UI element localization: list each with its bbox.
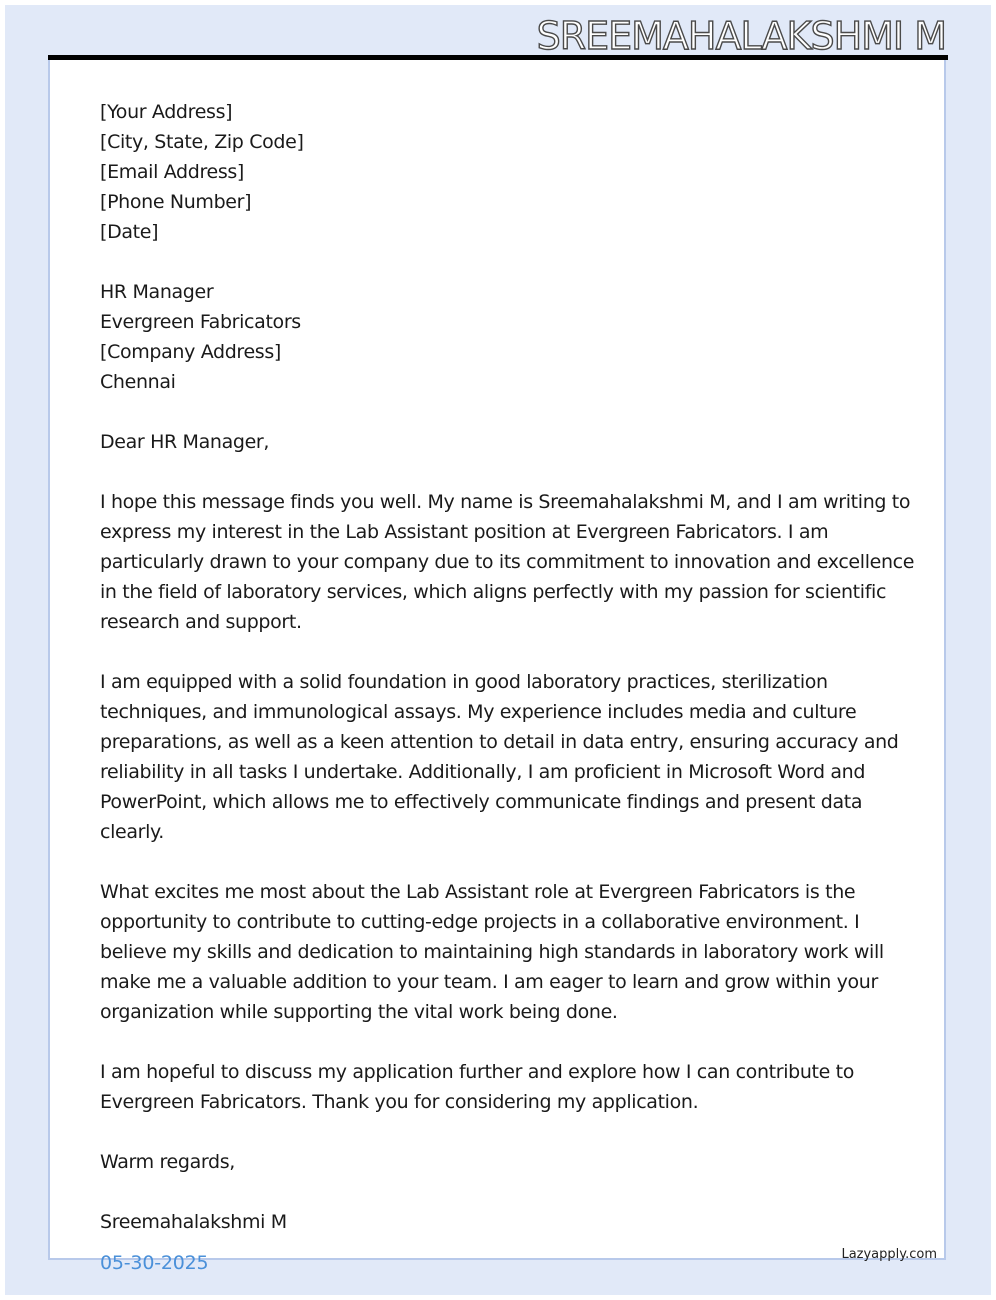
body-paragraph-3 [100,877,900,1027]
salutation-text: Dear HR Manager, [100,431,270,453]
paragraph-line: express my interest in the Lab Assistant position at Evergreen Fabricators. I am [100,521,829,543]
recipient-city: Chennai [100,371,176,393]
paragraph-line: I hope this message finds you well. My name is Sreemahalakshmi M, and I am writing to [100,491,911,513]
paragraph-line: in the field of laboratory services, which aligns perfectly with my passion for scientific [100,581,887,603]
sender-email: [Email Address] [100,161,244,183]
paragraph-line: What excites me most about the Lab Assistant role at Evergreen Fabricators is the [100,881,856,903]
footer-date: 05-30-2025 [100,1252,209,1274]
paragraph-line: believe my skills and dedication to maintaining high standards in laboratory work will [100,941,884,963]
paragraph-line: I am hopeful to discuss my application further and explore how I can contribute to [100,1061,855,1083]
recipient-title: HR Manager [100,281,214,303]
paragraph-line: opportunity to contribute to cutting-edge projects in a collaborative environment. I [100,911,860,933]
sender-block [100,97,900,247]
body-paragraph-1 [100,487,915,637]
sender-phone: [Phone Number] [100,191,252,213]
paragraph-line: techniques, and immunological assays. My experience includes media and culture [100,701,857,723]
paragraph-line: make me a valuable addition to your team. I am eager to learn and grow within your [100,971,878,993]
paragraph-line: PowerPoint, which allows me to effectively communicate findings and present data [100,791,863,813]
sender-city-state-zip: [City, State, Zip Code] [100,131,304,153]
paragraph-line: preparations, as well as a keen attention to detail in data entry, ensuring accuracy and [100,731,899,753]
sender-date: [Date] [100,221,159,243]
signature [100,1207,900,1237]
brand-watermark: Lazyapply.com [841,1247,937,1262]
recipient-block [100,277,900,397]
recipient-address: [Company Address] [100,341,281,363]
paragraph-line: Evergreen Fabricators. Thank you for considering my application. [100,1091,699,1113]
paragraph-line: particularly drawn to your company due to its commitment to innovation and excellence [100,551,915,573]
paragraph-line: organization while supporting the vital work being done. [100,1001,618,1023]
paragraph-line: I am equipped with a solid foundation in good laboratory practices, sterilization [100,671,828,693]
paragraph-line: reliability in all tasks I undertake. Additionally, I am proficient in Microsoft Word and [100,761,866,783]
salutation [100,427,900,457]
sender-address: [Your Address] [100,101,233,123]
body-paragraph-4 [100,1057,900,1117]
applicant-name-heading: SREEMAHALAKSHMI M [536,14,946,58]
recipient-company: Evergreen Fabricators [100,311,301,333]
closing [100,1147,900,1177]
paragraph-line: research and support. [100,611,302,633]
closing-text: Warm regards, [100,1151,235,1173]
signature-name: Sreemahalakshmi M [100,1211,287,1233]
letter-body [100,97,915,1237]
body-paragraph-2 [100,667,900,847]
paragraph-line: clearly. [100,821,164,843]
